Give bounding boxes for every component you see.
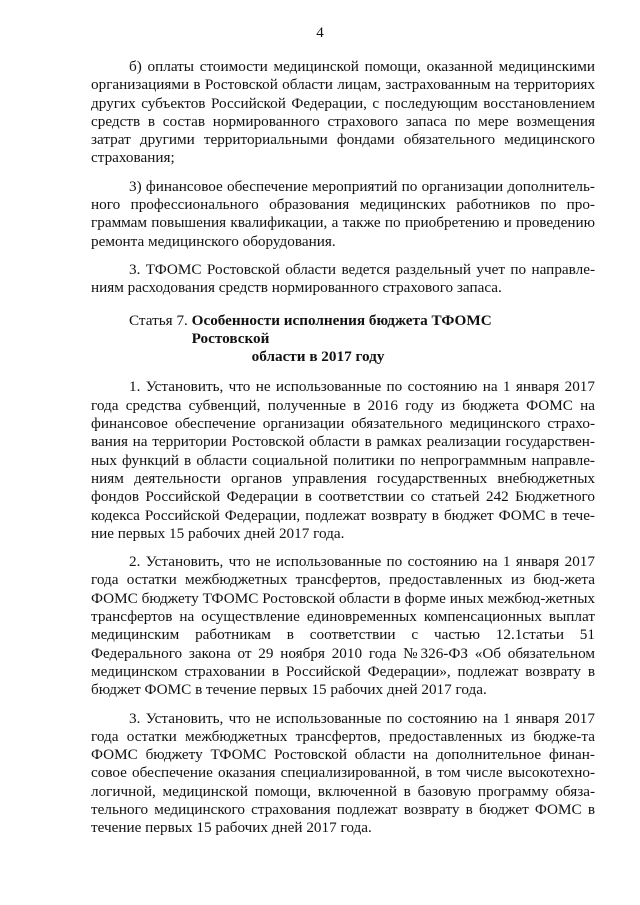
paragraph-3-specialized-care-return: 3. Установить, что не использованные по состоянию на 1 января 2017 года остатки межбюджетных трансфертов, предоставленных из бюдже-та ФОМС бюджету ТФОМС Ростовской области на дополнительное финан-совое обеспечение оказания специализированной, в том числе высокотехно-логичной, медицинской помощи, включенной в базовую программу обяза-тельного медицинского страхования подлежат возврату в бюджет ФОМС в течение первых 15 рабочих дней 2017 года. xyxy=(91,709,595,837)
paragraph-3-education-funding: 3) финансовое обеспечение мероприятий по организации дополнитель-ного профессионального образования медицинских работников по про-граммам повышения квалификации, а также по приобретению и проведению ремонта медицинского оборудования. xyxy=(91,177,595,250)
paragraph-2-transfer-return: 2. Установить, что не использованные по состоянию на 1 января 2017 года остатки межбюджетных трансфертов, предоставленных из бюд-жета ФОМС бюджету ТФОМС Ростовской области в форме иных межбюд-жетных трансфертов на осуществление единовременных компенсационных выплат медицинским работникам в соответствии с частью 12.1статьи 51 Федерального закона от 29 ноября 2010 года №326-ФЗ «Об обязательном медицинском страховании в Российской Федерации», подлежат возврату в бюджет ФОМС в течение первых 15 рабочих дней 2017 года. xyxy=(91,553,595,699)
article-title xyxy=(192,312,552,367)
document-body xyxy=(91,58,595,848)
page-number: 4 xyxy=(316,25,324,41)
article-label: Статья 7. xyxy=(129,311,192,329)
paragraph-b-reserve-payment: б) оплаты стоимости медицинской помощи, оказанной медицинскими организациями в Ростовской области лицам, застрахованным на территориях других субъектов Российской Федерации, с последующим восстановлением средств в состав нормированного страхового запаса по мере возмещения затрат другими территориальными фондами обязательного медицинского страхования; xyxy=(91,58,595,167)
article-heading xyxy=(91,312,595,367)
article-title-line-2: области в 2017 году xyxy=(251,348,385,366)
article-title-line-1: Особенности исполнения бюджета ТФОМС Ростовской xyxy=(191,311,492,347)
paragraph-1-subvention-return: 1. Установить, что не использованные по состоянию на 1 января 2017 года средства субвенций, полученные в 2016 году из бюджета ФОМС на финансовое обеспечение организации обязательного медицинского страхо-вания на территории Ростовской области в рамках реализации государствен-ных функций в области социальной политики по непрограммным направле-ниям деятельности органов управления государственных внебюджетных фондов Российской Федерации в соответствии со статьей 242 Бюджетного кодекса Российской Федерации, подлежат возврату в бюджет ФОМС в тече-ние первых 15 рабочих дней 2017 года. xyxy=(91,378,595,542)
paragraph-3-separate-accounting: 3. ТФОМС Ростовской области ведется раздельный учет по направле-ниям расходования средств нормированного страхового запаса. xyxy=(91,260,595,297)
